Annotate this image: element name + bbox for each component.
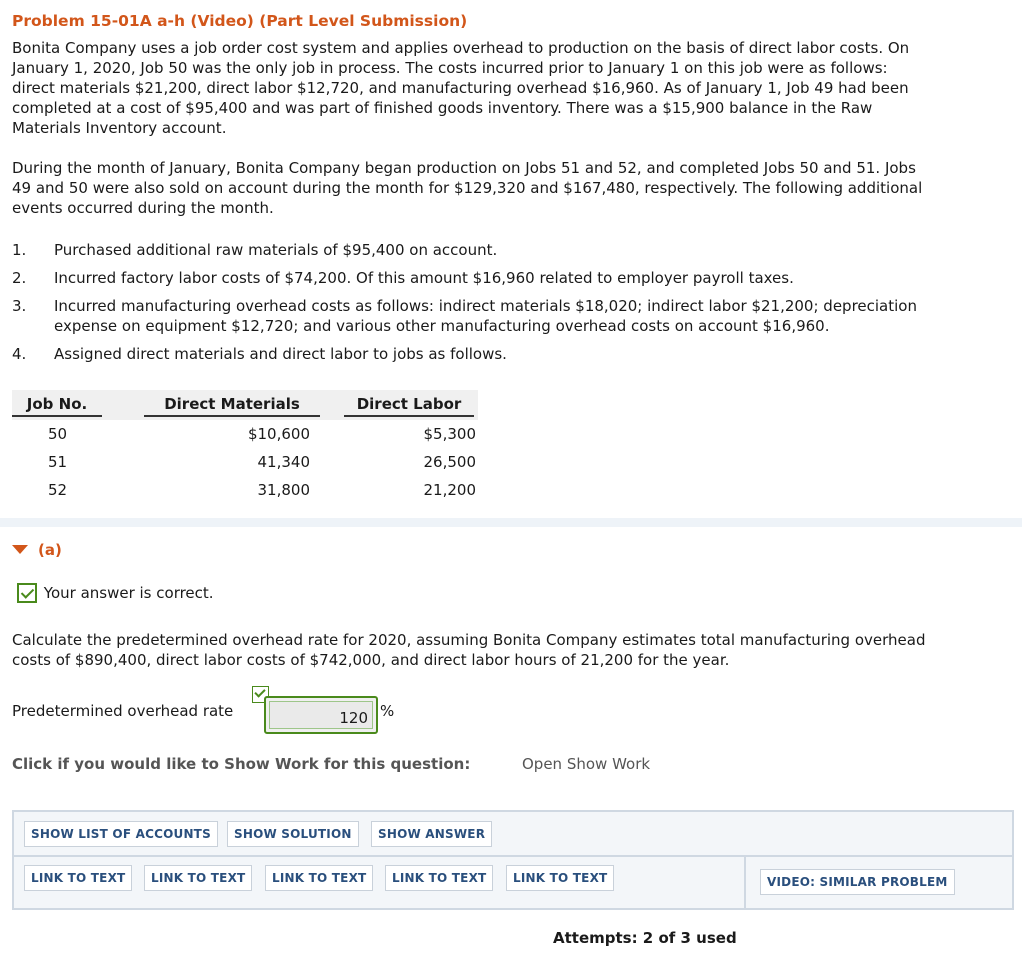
link-to-text-button[interactable]: LINK TO TEXT bbox=[24, 865, 132, 891]
intro-line: direct materials $21,200, direct labor $12,720, and manufacturing overhead $16,960. As of January 1, Job 49 had been bbox=[12, 79, 909, 97]
cell-job-no: 52 bbox=[48, 481, 68, 499]
part-a-label: (a) bbox=[38, 541, 62, 559]
header-direct-materials: Direct Materials bbox=[144, 395, 320, 417]
event-text: Purchased additional raw materials of $95,400 on account. bbox=[54, 241, 498, 259]
intro-paragraph bbox=[12, 38, 1002, 138]
question-line: costs of $890,400, direct labor costs of $742,000, and direct labor hours of 21,200 for the year. bbox=[12, 651, 730, 669]
table-row bbox=[12, 448, 478, 476]
cell-job-no: 51 bbox=[48, 453, 68, 471]
january-line: 49 and 50 were also sold on account during the month for $129,320 and $167,480, respectively. The following additional bbox=[12, 179, 923, 197]
overhead-rate-label: Predetermined overhead rate bbox=[12, 702, 234, 720]
event-text: Incurred factory labor costs of $74,200. Of this amount $16,960 related to employer payroll taxes. bbox=[54, 269, 794, 287]
event-line: Incurred manufacturing overhead costs as follows: indirect materials $18,020; indirect labor $21,200; depreciation bbox=[54, 297, 917, 315]
part-a-toggle[interactable] bbox=[12, 541, 62, 559]
event-text bbox=[54, 296, 1004, 336]
check-icon bbox=[17, 583, 37, 603]
show-work-prompt: Click if you would like to Show Work for this question: bbox=[12, 755, 471, 773]
section-divider bbox=[0, 518, 1022, 527]
january-line: During the month of January, Bonita Company began production on Jobs 51 and 52, and completed Jobs 50 and 51. Jobs bbox=[12, 159, 916, 177]
cell-direct-labor: 21,200 bbox=[423, 481, 476, 499]
video-divider bbox=[744, 857, 746, 910]
job-cost-table bbox=[12, 390, 478, 504]
intro-line: January 1, 2020, Job 50 was the only job in process. The costs incurred prior to January 1 on this job were as follows: bbox=[12, 59, 888, 77]
cell-direct-materials: 41,340 bbox=[257, 453, 310, 471]
open-show-work-link[interactable]: Open Show Work bbox=[522, 755, 651, 773]
cell-direct-labor: $5,300 bbox=[423, 425, 476, 443]
show-answer-button[interactable]: SHOW ANSWER bbox=[371, 821, 492, 847]
january-paragraph bbox=[12, 158, 1002, 218]
event-number: 4. bbox=[12, 345, 27, 363]
january-line: events occurred during the month. bbox=[12, 199, 274, 217]
cell-job-no: 50 bbox=[48, 425, 68, 443]
link-to-text-button[interactable]: LINK TO TEXT bbox=[506, 865, 614, 891]
event-number: 1. bbox=[12, 241, 27, 259]
overhead-rate-input[interactable] bbox=[264, 696, 378, 734]
video-similar-problem-button[interactable]: VIDEO: SIMILAR PROBLEM bbox=[760, 869, 955, 895]
intro-line: completed at a cost of $95,400 and was part of finished goods inventory. There was a $15,900 balance in the Raw bbox=[12, 99, 873, 117]
link-to-text-button[interactable]: LINK TO TEXT bbox=[385, 865, 493, 891]
header-job-no: Job No. bbox=[12, 395, 102, 417]
collapse-triangle-icon bbox=[12, 545, 28, 554]
show-solution-button[interactable]: SHOW SOLUTION bbox=[227, 821, 359, 847]
part-a-question bbox=[12, 630, 1002, 670]
intro-line: Materials Inventory account. bbox=[12, 119, 227, 137]
answer-status bbox=[17, 583, 214, 603]
link-to-text-button[interactable]: LINK TO TEXT bbox=[265, 865, 373, 891]
intro-line: Bonita Company uses a job order cost system and applies overhead to production on the basis of direct labor costs. On bbox=[12, 39, 910, 57]
event-line: expense on equipment $12,720; and various other manufacturing overhead costs on account $16,960. bbox=[54, 317, 830, 335]
attempts-counter: Attempts: 2 of 3 used bbox=[553, 929, 737, 947]
table-header-row bbox=[12, 390, 478, 420]
cell-direct-materials: $10,600 bbox=[247, 425, 310, 443]
event-text: Assigned direct materials and direct labor to jobs as follows. bbox=[54, 345, 507, 363]
status-text: Your answer is correct. bbox=[43, 584, 214, 602]
link-to-text-button[interactable]: LINK TO TEXT bbox=[144, 865, 252, 891]
overhead-rate-value: 120 bbox=[269, 701, 373, 729]
percent-unit: % bbox=[380, 702, 395, 720]
cell-direct-labor: 26,500 bbox=[423, 453, 476, 471]
show-list-of-accounts-button[interactable]: SHOW LIST OF ACCOUNTS bbox=[24, 821, 218, 847]
event-number: 2. bbox=[12, 269, 27, 287]
problem-title: Problem 15-01A a-h (Video) (Part Level Submission) bbox=[12, 12, 468, 30]
table-row bbox=[12, 476, 478, 504]
header-direct-labor: Direct Labor bbox=[344, 395, 474, 417]
table-row bbox=[12, 420, 478, 448]
cell-direct-materials: 31,800 bbox=[257, 481, 310, 499]
question-line: Calculate the predetermined overhead rate for 2020, assuming Bonita Company estimates total manufacturing overhead bbox=[12, 631, 926, 649]
event-number: 3. bbox=[12, 297, 27, 315]
